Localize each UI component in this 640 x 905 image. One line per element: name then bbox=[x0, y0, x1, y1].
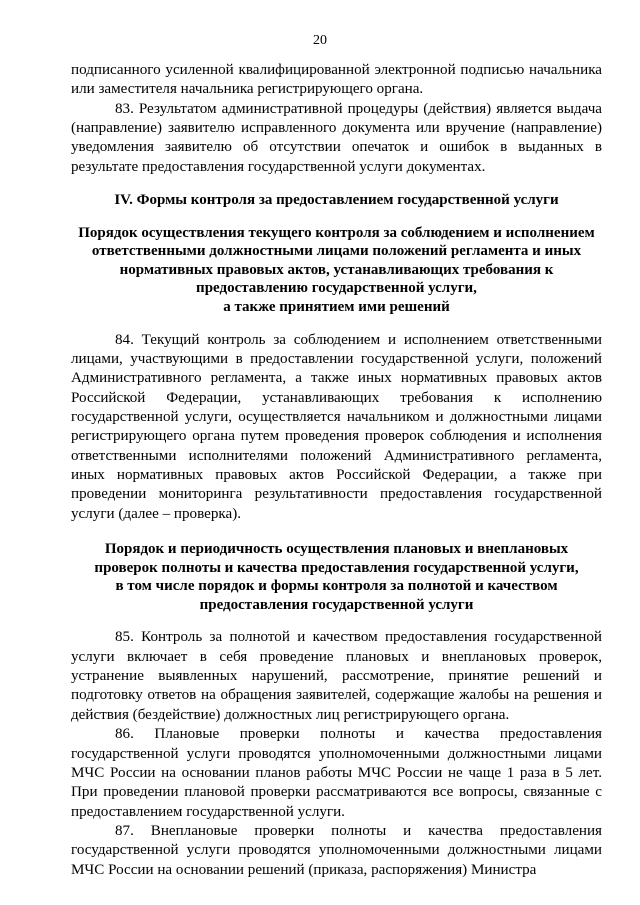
document-body bbox=[71, 61, 602, 880]
paragraph-86: 86. Плановые проверки полноты и качества предоставления государственной услуги проводятся уполномоченными должностными лицами МЧС России на основании планов работы МЧС России не чаще 1 раза в 5 лет. При проведении плановой проверки рассматриваются все вопросы, связанные с предоставлением государственной услуги. bbox=[71, 726, 602, 820]
heading-line: ответственными должностными лицами положений регламента и иных bbox=[91, 243, 582, 260]
paragraph-87: 87. Внеплановые проверки полноты и качества предоставления государственной услуги проводятся уполномоченными должностными лицами МЧС России на основании решений (приказа, распоряжения) Министра bbox=[71, 822, 602, 878]
section-heading-planned-checks bbox=[71, 540, 602, 614]
paragraph-83: 83. Результатом административной процедуры (действия) является выдача (направление) заявителю исправленного документа или вручение (направление) уведомления заявителю об отсутствии опечаток и ошибок в выданных в результате предоставления государственной услуги документах. bbox=[71, 100, 602, 175]
heading-line: Порядок и периодичность осуществления плановых и внеплановых bbox=[104, 541, 569, 558]
section-heading-current-control bbox=[71, 224, 602, 317]
chapter-heading: IV. Формы контроля за предоставлением государственной услуги bbox=[114, 192, 559, 209]
heading-line: проверок полноты и качества предоставления государственной услуги, bbox=[94, 559, 579, 576]
heading-line: а также принятием ими решений bbox=[223, 299, 450, 316]
heading-line: предоставления государственной услуги bbox=[199, 596, 474, 613]
paragraph-continuation: подписанного усиленной квалифицированной электронной подписью начальника или заместителя начальника регистрирующего органа. bbox=[71, 62, 602, 98]
paragraph-85: 85. Контроль за полнотой и качеством предоставления государственной услуги включает в себя проведение плановых и внеплановых проверок, устранение выявленных нарушений, рассмотрение, принятие решений и подготовку ответов на обращения заявителей, содержащие жалобы на решения и действия (бездействие) должностных лиц регистрирующего органа. bbox=[71, 629, 602, 723]
heading-line: нормативных правовых актов, устанавливающих требования к bbox=[119, 261, 554, 278]
page-number: 20 bbox=[313, 33, 327, 48]
heading-line: в том числе порядок и формы контроля за полнотой и качеством bbox=[115, 578, 558, 595]
heading-line: Порядок осуществления текущего контроля за соблюдением и исполнением bbox=[78, 224, 595, 241]
paragraph-84: 84. Текущий контроль за соблюдением и исполнением ответственными лицами, участвующими в предоставлении государственной услуги, положений Административного регламента, а также иных нормативных правовых актов Российской Федерации, устанавливающих требования к исполнению государственной услуги, осуществляется начальником и должностными лицами регистрирующего органа путем проведения проверок соблюдения и исполнения ответственными исполнителями положений Административного регламента, иных нормативных правовых актов Российской Федерации, а также при проведении мониторинга результативности предоставления государственной услуги (далее – проверка). bbox=[71, 331, 602, 522]
heading-line: предоставлению государственной услуги, bbox=[196, 280, 477, 297]
